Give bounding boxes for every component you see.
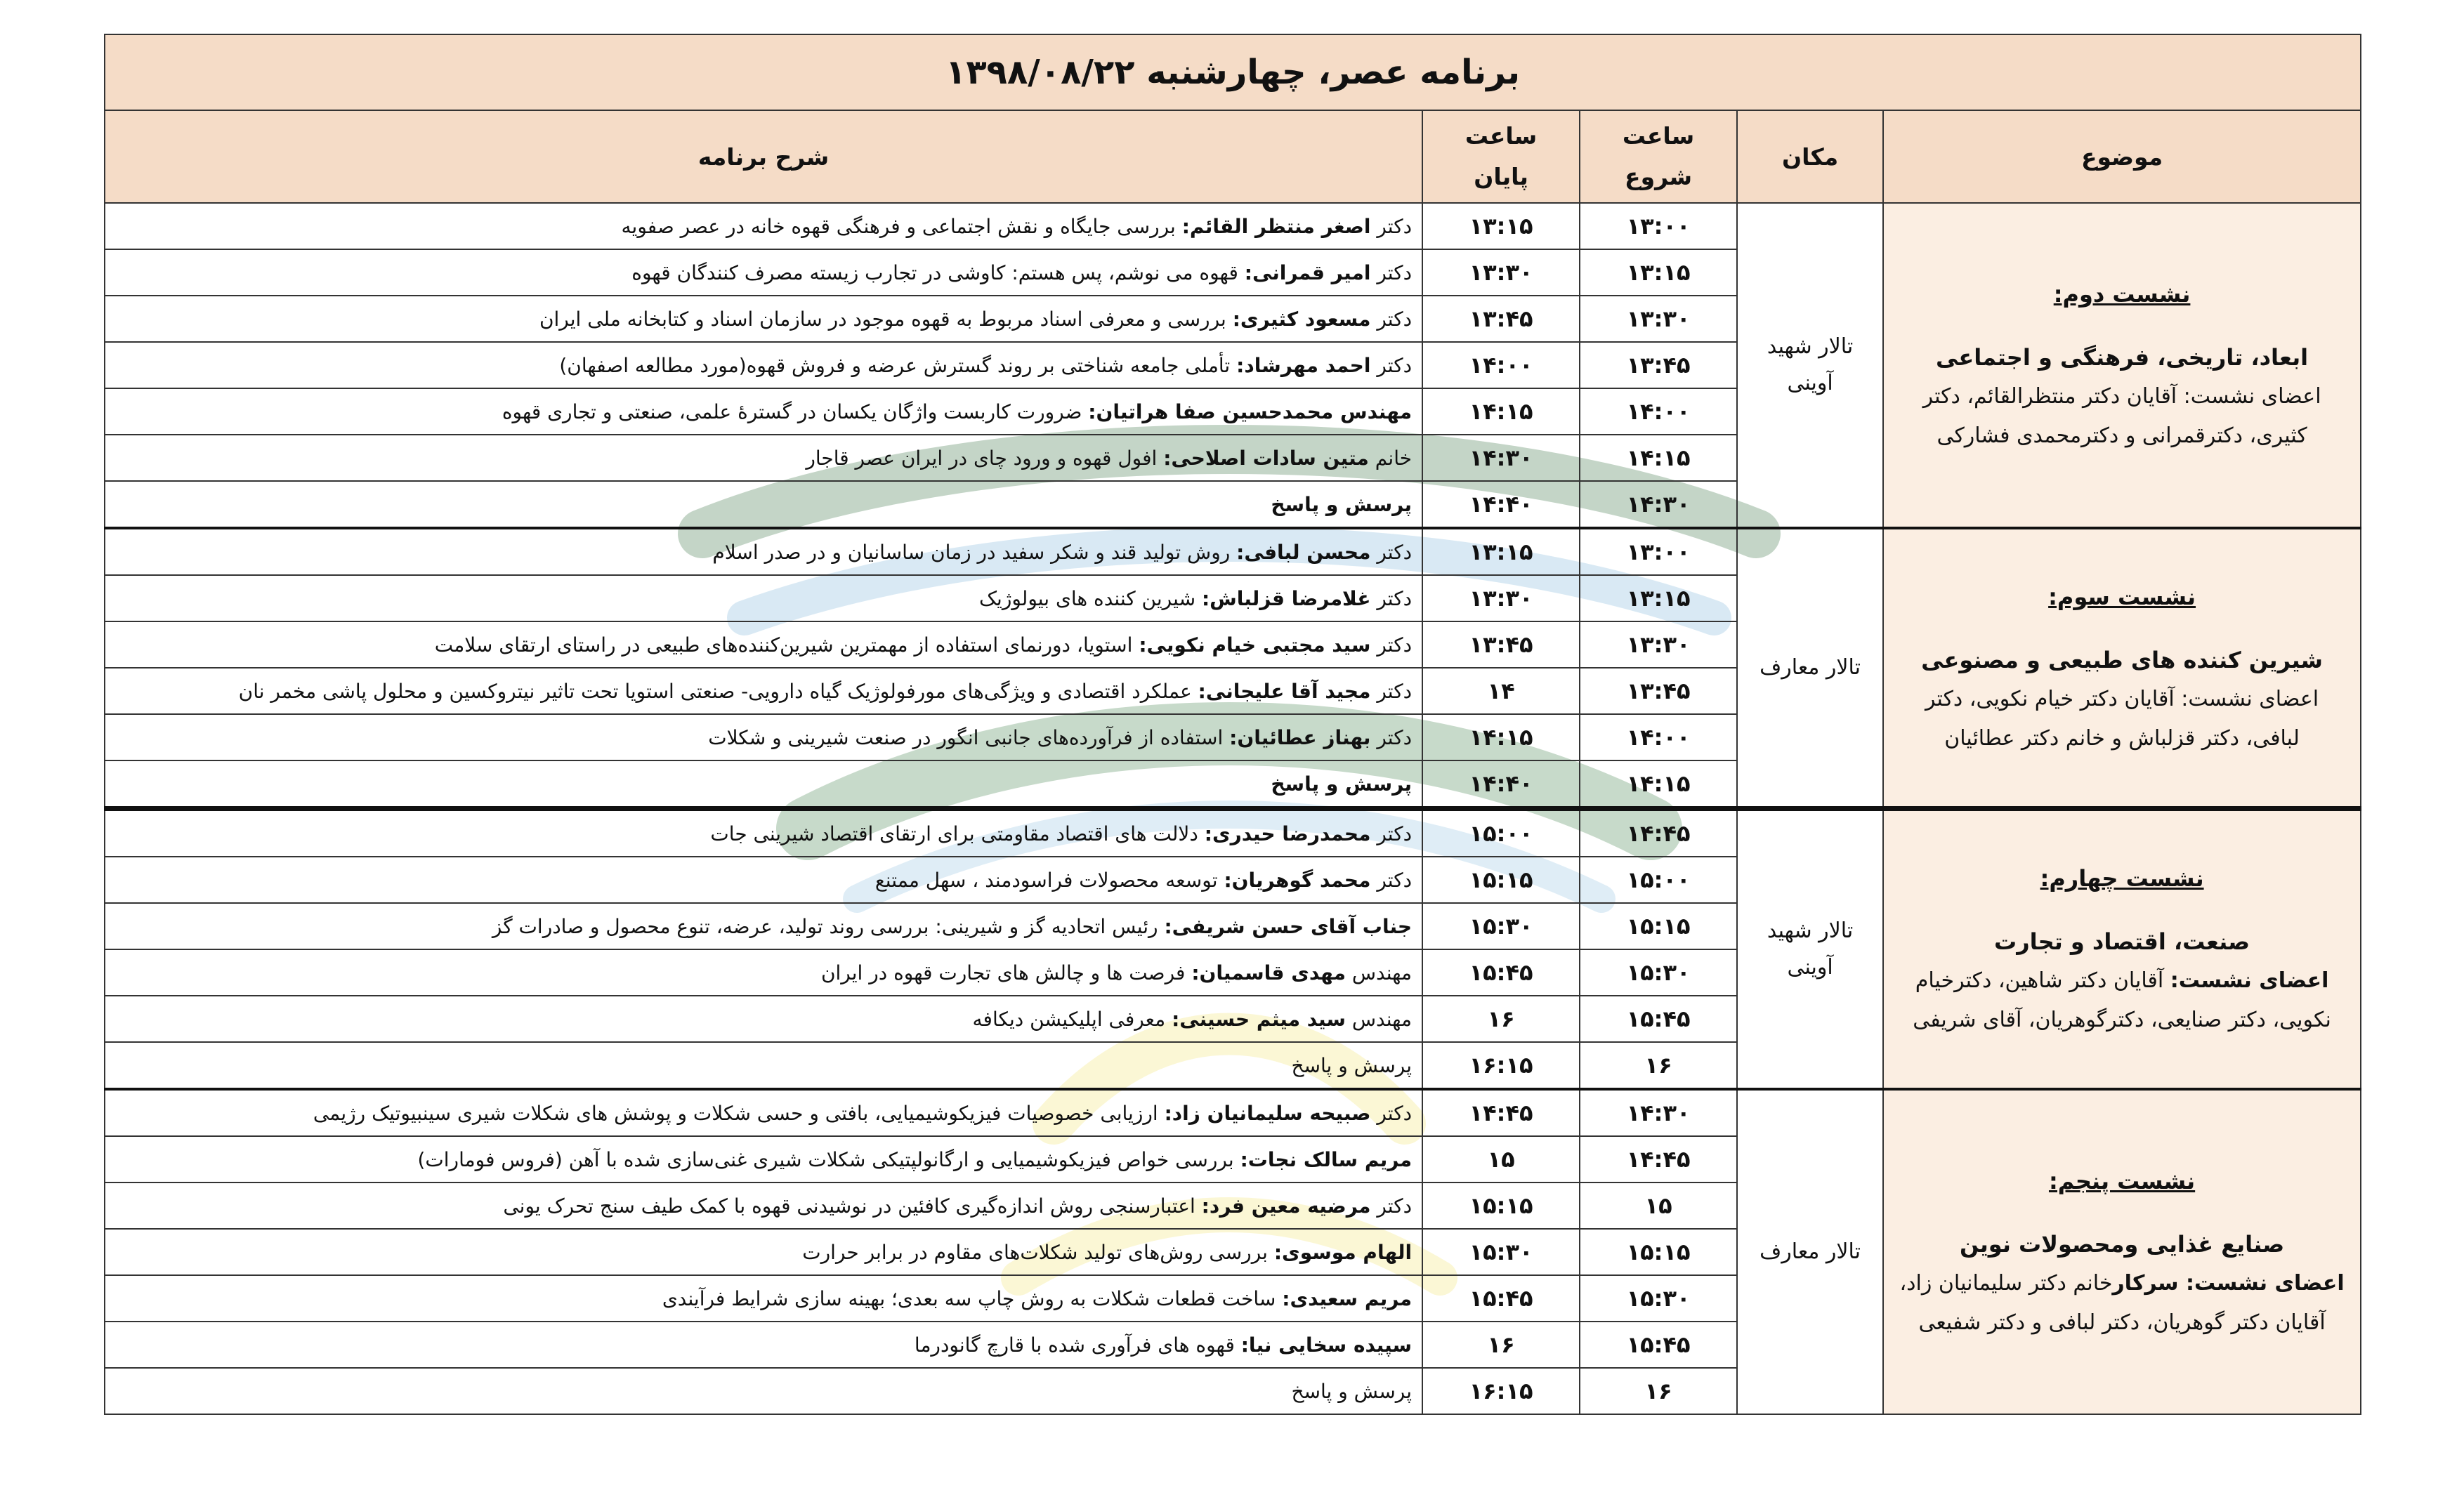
start-time: ۱۵:۳۰	[1580, 949, 1737, 996]
talk-title: رئیس اتحادیه گز و شیرینی: بررسی روند تولید، عرضه، تنوع محصول و صادرات گز	[492, 914, 1165, 938]
start-time: ۱۵:۴۵	[1580, 1322, 1737, 1368]
header-start-line1: ساعت	[1622, 122, 1695, 150]
speaker-title: دکتر	[1370, 353, 1413, 377]
session-name: نشست دوم:	[2053, 281, 2191, 308]
speaker-name: پرسش و پاسخ	[1271, 772, 1413, 796]
end-time: ۱۴:۴۵	[1422, 1089, 1580, 1136]
header-end-line2: پایان	[1474, 163, 1528, 190]
start-time: ۱۴:۱۵	[1580, 760, 1737, 809]
start-time: ۱۴:۳۰	[1580, 481, 1737, 528]
start-time: ۱۵:۱۵	[1580, 1229, 1737, 1275]
speaker-name: الهام موسوی:	[1273, 1240, 1413, 1264]
program-description	[105, 714, 1422, 760]
end-time: ۱۵:۴۵	[1422, 1275, 1580, 1322]
session-theme: صنایع غذایی ومحصولات نوین	[1959, 1231, 2285, 1258]
speaker-title: پرسش و پاسخ	[1291, 1379, 1413, 1403]
speaker-title: خانم	[1368, 446, 1413, 470]
program-description	[105, 949, 1422, 996]
session-place: تالار معارف	[1737, 1089, 1883, 1414]
start-time: ۱۴:۰۰	[1580, 714, 1737, 760]
talk-title: عملکرد اقتصادی و ویژگی‌های مورفولوژیک گیاه دارویی- صنعتی استویا تحت تاثیر نیتروکسین و محلول پاشی مخمر نان	[238, 679, 1198, 703]
speaker-name: پرسش و پاسخ	[1271, 492, 1413, 516]
end-time: ۱۵	[1422, 1136, 1580, 1183]
start-time: ۱۳:۱۵	[1580, 249, 1737, 296]
table-row	[105, 809, 2361, 857]
session-members	[1925, 687, 2319, 751]
talk-title: اعتبارسنجی روش اندازه‌گیری کافئین در نوشیدنی قهوه با کمک طیف سنج تحرک یونی	[503, 1194, 1202, 1218]
start-time: ۱۴:۴۵	[1580, 1136, 1737, 1183]
program-description	[105, 1042, 1422, 1089]
speaker-name: احمد مهرشاد:	[1236, 353, 1371, 377]
talk-title: فرصت ها و چالش های تجارت قهوه در ایران	[820, 961, 1192, 984]
speaker-title: دکتر	[1370, 540, 1413, 564]
talk-title: بررسی روش‌های تولید شکلات‌های مقاوم در برابر حرارت	[802, 1240, 1274, 1264]
session-members-text: اعضای نشست: آقایان دکتر منتظرالقائم، دکتر کثیری، دکترقمرانی و دکترمحمدی فشارکی	[1922, 384, 2321, 448]
program-description	[105, 203, 1422, 249]
header-end-line1: ساعت	[1464, 122, 1538, 150]
program-description	[105, 1368, 1422, 1414]
start-time: ۱۳:۴۵	[1580, 668, 1737, 714]
speaker-title: مهندس	[1345, 1007, 1413, 1031]
session-members	[1900, 1271, 2345, 1335]
speaker-title: دکتر	[1370, 822, 1413, 845]
program-description	[105, 1089, 1422, 1136]
header-end	[1422, 110, 1580, 203]
table-row	[105, 1089, 2361, 1136]
session-topic-cell	[1883, 1089, 2361, 1414]
talk-title: تأملی جامعه شناختی بر روند گسترش عرضه و فروش قهوه(مورد مطالعه اصفهان)	[559, 353, 1237, 377]
session-name: نشست چهارم:	[2040, 865, 2204, 892]
end-time: ۱۳:۳۰	[1422, 249, 1580, 296]
header-place: مکان	[1737, 110, 1883, 203]
end-time: ۱۴	[1422, 668, 1580, 714]
start-time: ۱۵:۴۵	[1580, 996, 1737, 1042]
page-title: برنامه عصر، چهارشنبه ۱۳۹۸/۰۸/۲۲	[105, 34, 2361, 110]
program-description	[105, 1183, 1422, 1229]
speaker-name: مسعود کثیری:	[1232, 307, 1371, 331]
end-time: ۱۶	[1422, 996, 1580, 1042]
talk-title: ارزیابی خصوصیات فیزیکوشیمیایی، بافتی و حسی شکلات و پوشش های شکلات شیری سینبیوتیک رژیمی	[313, 1101, 1165, 1125]
talk-title: بررسی جایگاه و نقش اجتماعی و فرهنگی قهوه خانه در عصر صفویه	[621, 214, 1182, 238]
speaker-name: مهدی قاسمیان:	[1191, 961, 1346, 984]
session-members-text: اعضای نشست: آقایان دکتر خیام نکویی، دکتر لبافی، دکتر قزلباش و خانم دکتر عطائیان	[1925, 687, 2319, 751]
speaker-title: مهندس	[1345, 961, 1413, 984]
session-place: تالار شهید آوینی	[1737, 203, 1883, 528]
speaker-name: سید میثم حسینی:	[1172, 1007, 1346, 1031]
session-name: نشست سوم:	[2048, 584, 2196, 610]
session-place: تالار شهید آوینی	[1737, 809, 1883, 1090]
session-topic-cell	[1883, 809, 2361, 1090]
speaker-title: دکتر	[1370, 725, 1413, 749]
start-time: ۱۳:۴۵	[1580, 342, 1737, 388]
program-description	[105, 1322, 1422, 1368]
speaker-name: مرضیه معین فرد:	[1201, 1194, 1371, 1218]
speaker-title: دکتر	[1370, 586, 1413, 610]
end-time: ۱۴:۱۵	[1422, 714, 1580, 760]
end-time: ۱۵:۳۰	[1422, 903, 1580, 949]
start-time: ۱۴:۳۰	[1580, 1089, 1737, 1136]
program-description	[105, 296, 1422, 342]
speaker-name: محمد گوهریان:	[1224, 868, 1371, 892]
start-time: ۱۳:۰۰	[1580, 528, 1737, 575]
talk-title: توسعه محصولات فراسودمند ، سهل ممتنع	[874, 868, 1224, 892]
session-theme: صنعت، اقتصاد و تجارت	[1994, 928, 2250, 955]
end-time: ۱۴:۴۰	[1422, 760, 1580, 809]
header-start-line2: شروع	[1625, 163, 1693, 190]
session-name: نشست پنجم:	[2048, 1168, 2196, 1194]
title-row	[105, 34, 2361, 110]
start-time: ۱۵:۰۰	[1580, 857, 1737, 903]
session-members-label: اعضای نشست: سرکار	[2112, 1271, 2345, 1296]
talk-title: استفاده از فرآورده‌های جانبی انگور در صنعت شیرینی و شکلات	[708, 725, 1230, 749]
speaker-name: صبیحه سلیمانیان زاد:	[1164, 1101, 1371, 1125]
header-start	[1580, 110, 1737, 203]
start-time: ۱۳:۳۰	[1580, 621, 1737, 668]
speaker-title: دکتر	[1370, 1194, 1413, 1218]
talk-title: ساخت قطعات شکلات به روش چاپ سه بعدی؛ بهینه سازی شرایط فرآیندی	[662, 1286, 1283, 1310]
program-description	[105, 1136, 1422, 1183]
talk-title: افول قهوه و ورود چای در ایران عصر قاجار	[806, 446, 1164, 470]
table-row	[105, 528, 2361, 575]
end-time: ۱۳:۴۵	[1422, 296, 1580, 342]
talk-title: قهوه های فرآوری شده با قارچ گانودرما	[914, 1333, 1241, 1357]
talk-title: بررسی و معرفی اسناد مربوط به قهوه موجود در سازمان اسناد و کتابخانه ملی ایران	[539, 307, 1233, 331]
end-time: ۱۶:۱۵	[1422, 1042, 1580, 1089]
start-time: ۱۵:۳۰	[1580, 1275, 1737, 1322]
end-time: ۱۴:۳۰	[1422, 435, 1580, 481]
talk-title: معرفی اپلیکیشن دیکافه	[972, 1007, 1172, 1031]
program-description	[105, 435, 1422, 481]
end-time: ۱۵:۳۰	[1422, 1229, 1580, 1275]
start-time: ۱۶	[1580, 1368, 1737, 1414]
start-time: ۱۴:۴۵	[1580, 809, 1737, 857]
start-time: ۱۴:۱۵	[1580, 435, 1737, 481]
talk-title: روش تولید قند و شکر سفید در زمان ساسانیان و در صدر اسلام	[712, 540, 1237, 564]
speaker-title: دکتر	[1370, 214, 1413, 238]
speaker-name: مریم سالک نجات:	[1240, 1147, 1413, 1171]
talk-title: ضرورت کاربست واژگان یکسان در گسترۀ علمی، صنعتی و تجاری قهوه	[502, 400, 1089, 423]
end-time: ۱۶	[1422, 1322, 1580, 1368]
speaker-name: اصغر منتظر القائم:	[1181, 214, 1371, 238]
program-description	[105, 481, 1422, 528]
program-description	[105, 903, 1422, 949]
program-description	[105, 249, 1422, 296]
speaker-title: دکتر	[1370, 1101, 1413, 1125]
end-time: ۱۶:۱۵	[1422, 1368, 1580, 1414]
talk-title: بررسی خواص فیزیکوشیمیایی و ارگانولپتیکی شکلات شیری غنی‌سازی شده با آهن (فروس فومارات)	[417, 1147, 1240, 1171]
speaker-title: دکتر	[1370, 679, 1413, 703]
program-description	[105, 1229, 1422, 1275]
end-time: ۱۴:۴۰	[1422, 481, 1580, 528]
end-time: ۱۴:۰۰	[1422, 342, 1580, 388]
start-time: ۱۳:۳۰	[1580, 296, 1737, 342]
start-time: ۱۵	[1580, 1183, 1737, 1229]
speaker-name: محسن لبافی:	[1236, 540, 1371, 564]
speaker-name: بهناز عطائیان:	[1229, 725, 1371, 749]
program-description	[105, 857, 1422, 903]
program-description	[105, 621, 1422, 668]
start-time: ۱۴:۰۰	[1580, 388, 1737, 435]
talk-title: استویا، دورنمای استفاده از مهمترین شیرین‌کننده‌های طبیعی در راستای ارتقای سلامت	[434, 633, 1139, 657]
speaker-title: دکتر	[1370, 261, 1413, 284]
speaker-name: غلامرضا قزلباش:	[1201, 586, 1371, 610]
speaker-title: دکتر	[1370, 633, 1413, 657]
talk-title: دلالت های اقتصاد مقاومتی برای ارتقای اقتصاد شیرینی جات	[710, 822, 1205, 845]
header-description: شرح برنامه	[105, 110, 1422, 203]
speaker-title: پرسش و پاسخ	[1291, 1053, 1413, 1077]
talk-title: قهوه می نوشم، پس هستم: کاوشی در تجارب زیسته مصرف کنندگان قهوه	[631, 261, 1245, 284]
program-description	[105, 342, 1422, 388]
end-time: ۱۴:۱۵	[1422, 388, 1580, 435]
program-description	[105, 668, 1422, 714]
session-members	[1913, 968, 2331, 1032]
schedule-table	[104, 34, 2361, 1415]
end-time: ۱۵:۰۰	[1422, 809, 1580, 857]
program-description	[105, 809, 1422, 857]
speaker-name: مریم سعیدی:	[1282, 1286, 1413, 1310]
session-members	[1923, 384, 2321, 448]
talk-title: شیرین کننده های بیولوژیک	[978, 586, 1202, 610]
speaker-name: محمدرضا حیدری:	[1204, 822, 1371, 845]
program-description	[105, 528, 1422, 575]
session-theme: ابعاد، تاریخی، فرهنگی و اجتماعی	[1936, 344, 2309, 371]
start-time: ۱۳:۰۰	[1580, 203, 1737, 249]
session-members-text: خانم دکتر سلیمانیان زاد، آقایان دکتر گوهریان، دکتر لبافی و دکتر شفیعی	[1899, 1271, 2326, 1335]
end-time: ۱۳:۱۵	[1422, 528, 1580, 575]
speaker-name: سپیده سخایی نیا:	[1240, 1333, 1413, 1357]
end-time: ۱۳:۳۰	[1422, 575, 1580, 621]
program-description	[105, 575, 1422, 621]
program-description	[105, 388, 1422, 435]
header-topic: موضوع	[1883, 110, 2361, 203]
end-time: ۱۵:۱۵	[1422, 857, 1580, 903]
program-description	[105, 760, 1422, 809]
table-row	[105, 203, 2361, 249]
session-members-label: اعضای نشست:	[2170, 968, 2329, 993]
session-topic-cell	[1883, 203, 2361, 528]
end-time: ۱۵:۴۵	[1422, 949, 1580, 996]
end-time: ۱۳:۱۵	[1422, 203, 1580, 249]
speaker-title: دکتر	[1370, 307, 1413, 331]
speaker-name: سید مجتبی خیام نکویی:	[1139, 633, 1371, 657]
speaker-title: دکتر	[1370, 868, 1413, 892]
end-time: ۱۳:۴۵	[1422, 621, 1580, 668]
session-topic-cell	[1883, 528, 2361, 809]
speaker-name: امیر قمرانی:	[1244, 261, 1371, 284]
session-place: تالار معارف	[1737, 528, 1883, 809]
speaker-name: متین سادات اصلاحی:	[1163, 446, 1369, 470]
start-time: ۱۵:۱۵	[1580, 903, 1737, 949]
session-theme: شیرین کننده های طبیعی و مصنوعی	[1921, 647, 2323, 673]
header-row	[105, 110, 2361, 203]
program-description	[105, 996, 1422, 1042]
end-time: ۱۵:۱۵	[1422, 1183, 1580, 1229]
start-time: ۱۳:۱۵	[1580, 575, 1737, 621]
program-description	[105, 1275, 1422, 1322]
speaker-name: مهندس محمدحسین صفا هراتیان:	[1088, 400, 1413, 423]
speaker-name: مجید آقا علیجانی:	[1198, 679, 1371, 703]
session-members-text: آقایان دکتر شاهین، دکترخیام نکویی، دکتر صنایعی، دکترگوهریان، آقای شریفی	[1913, 968, 2331, 1032]
speaker-name: جناب آقای حسن شریفی:	[1164, 914, 1413, 938]
start-time: ۱۶	[1580, 1042, 1737, 1089]
